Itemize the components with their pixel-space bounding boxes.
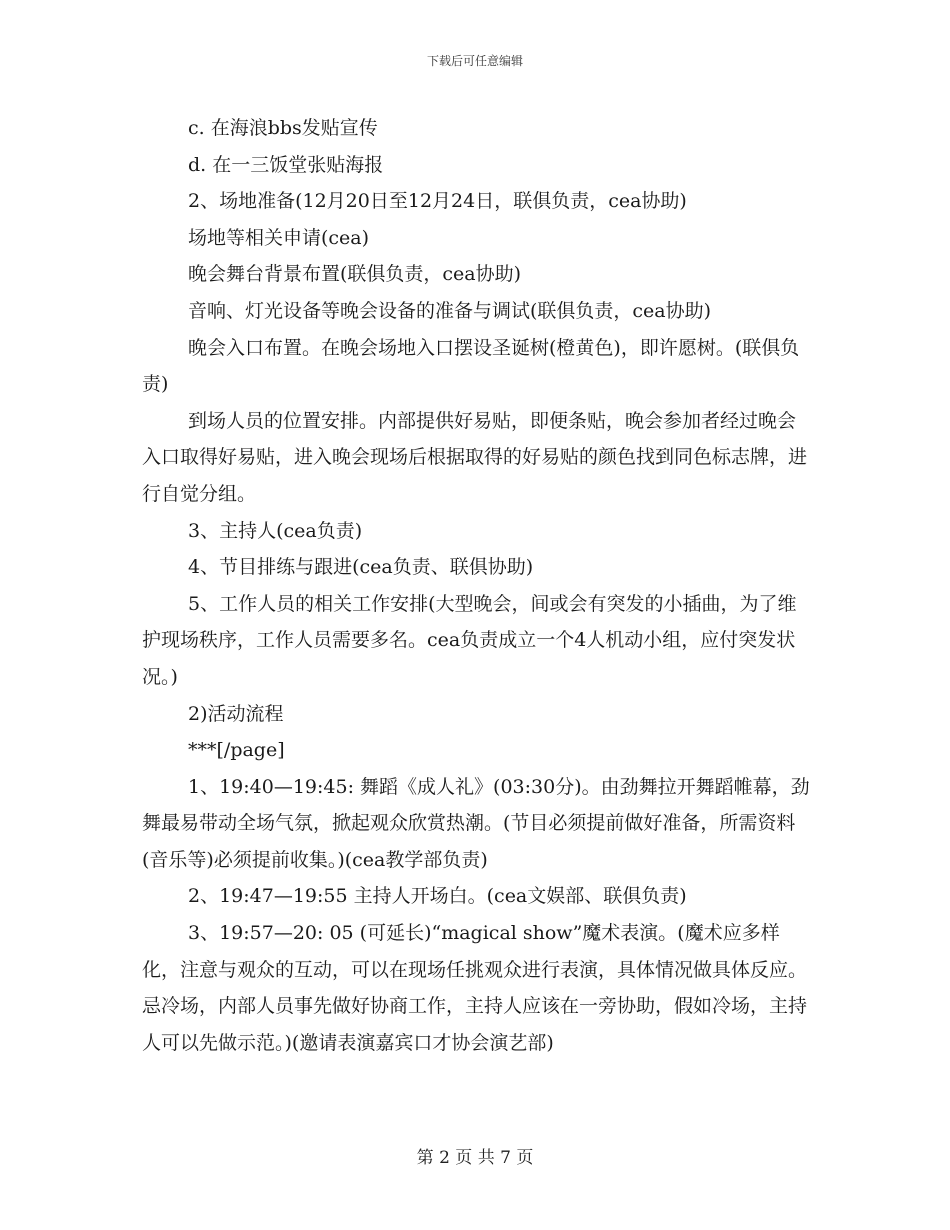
paragraph-8: 到场人员的位置安排。内部提供好易贴，即便条贴，晚会参加者经过晚会入口取得好易贴，进入晚会现场后根据取得的好易贴的颜色找到同色标志牌，进行自觉分组。 (142, 409, 808, 505)
paragraph-5: 晚会舞台背景布置(联俱负责，cea协助) (188, 263, 522, 286)
paragraph-4: 场地等相关申请(cea) (188, 226, 370, 249)
paragraph-16: 3、19:57—20: 05 (可延长)“magical show”魔术表演。(魔术应多样化，注意与观众的互动，可以在现场任挑观众进行表演，具体情况做具体反应。忌冷场，内部人员事先做好协商工作，主持人应该在一旁协助，假如冷场，主持人可以先做示范。)(邀请表演嘉宾口才协会演艺部) (142, 922, 808, 1054)
paragraph-12: 2)活动流程 (188, 702, 284, 725)
paragraph-13: ***[/page] (188, 739, 285, 762)
paragraph-14: 1、19:40—19:45: 舞蹈《成人礼》(03:30分)。由劲舞拉开舞蹈帷幕，劲舞最易带动全场气氛，掀起观众欣赏热潮。(节目必须提前做好准备，所需资料(音乐等)必须提前收集。)(cea教学部负责) (142, 775, 810, 871)
paragraph-10: 4、节目排练与跟进(cea负责、联俱协助) (188, 556, 534, 579)
paragraph-2: d. 在一三饭堂张贴海报 (188, 153, 384, 176)
paragraph-7: 晚会入口布置。在晚会场地入口摆设圣诞树(橙黄色)，即许愿树。(联俱负责) (142, 336, 800, 396)
paragraph-9: 3、主持人(cea负责) (188, 519, 363, 542)
paragraph-3: 2、场地准备(12月20日至12月24日，联俱负责，cea协助) (188, 190, 687, 213)
document-body (142, 110, 812, 1061)
paragraph-11: 5、工作人员的相关工作安排(大型晚会，间或会有突发的小插曲，为了维护现场秩序，工作人员需要多名。cea负责成立一个4人机动小组，应付突发状况。) (142, 592, 797, 688)
paragraph-15: 2、19:47—19:55 主持人开场白。(cea文娱部、联俱负责) (188, 885, 687, 908)
paragraph-6: 音响、灯光设备等晚会设备的准备与调试(联俱负责，cea协助) (188, 299, 712, 322)
paragraph-1: c. 在海浪bbs发贴宣传 (188, 117, 378, 139)
page-footer: 第 2 页 共 7 页 (416, 1148, 534, 1168)
page-header: 下载后可任意编辑 (426, 54, 523, 68)
